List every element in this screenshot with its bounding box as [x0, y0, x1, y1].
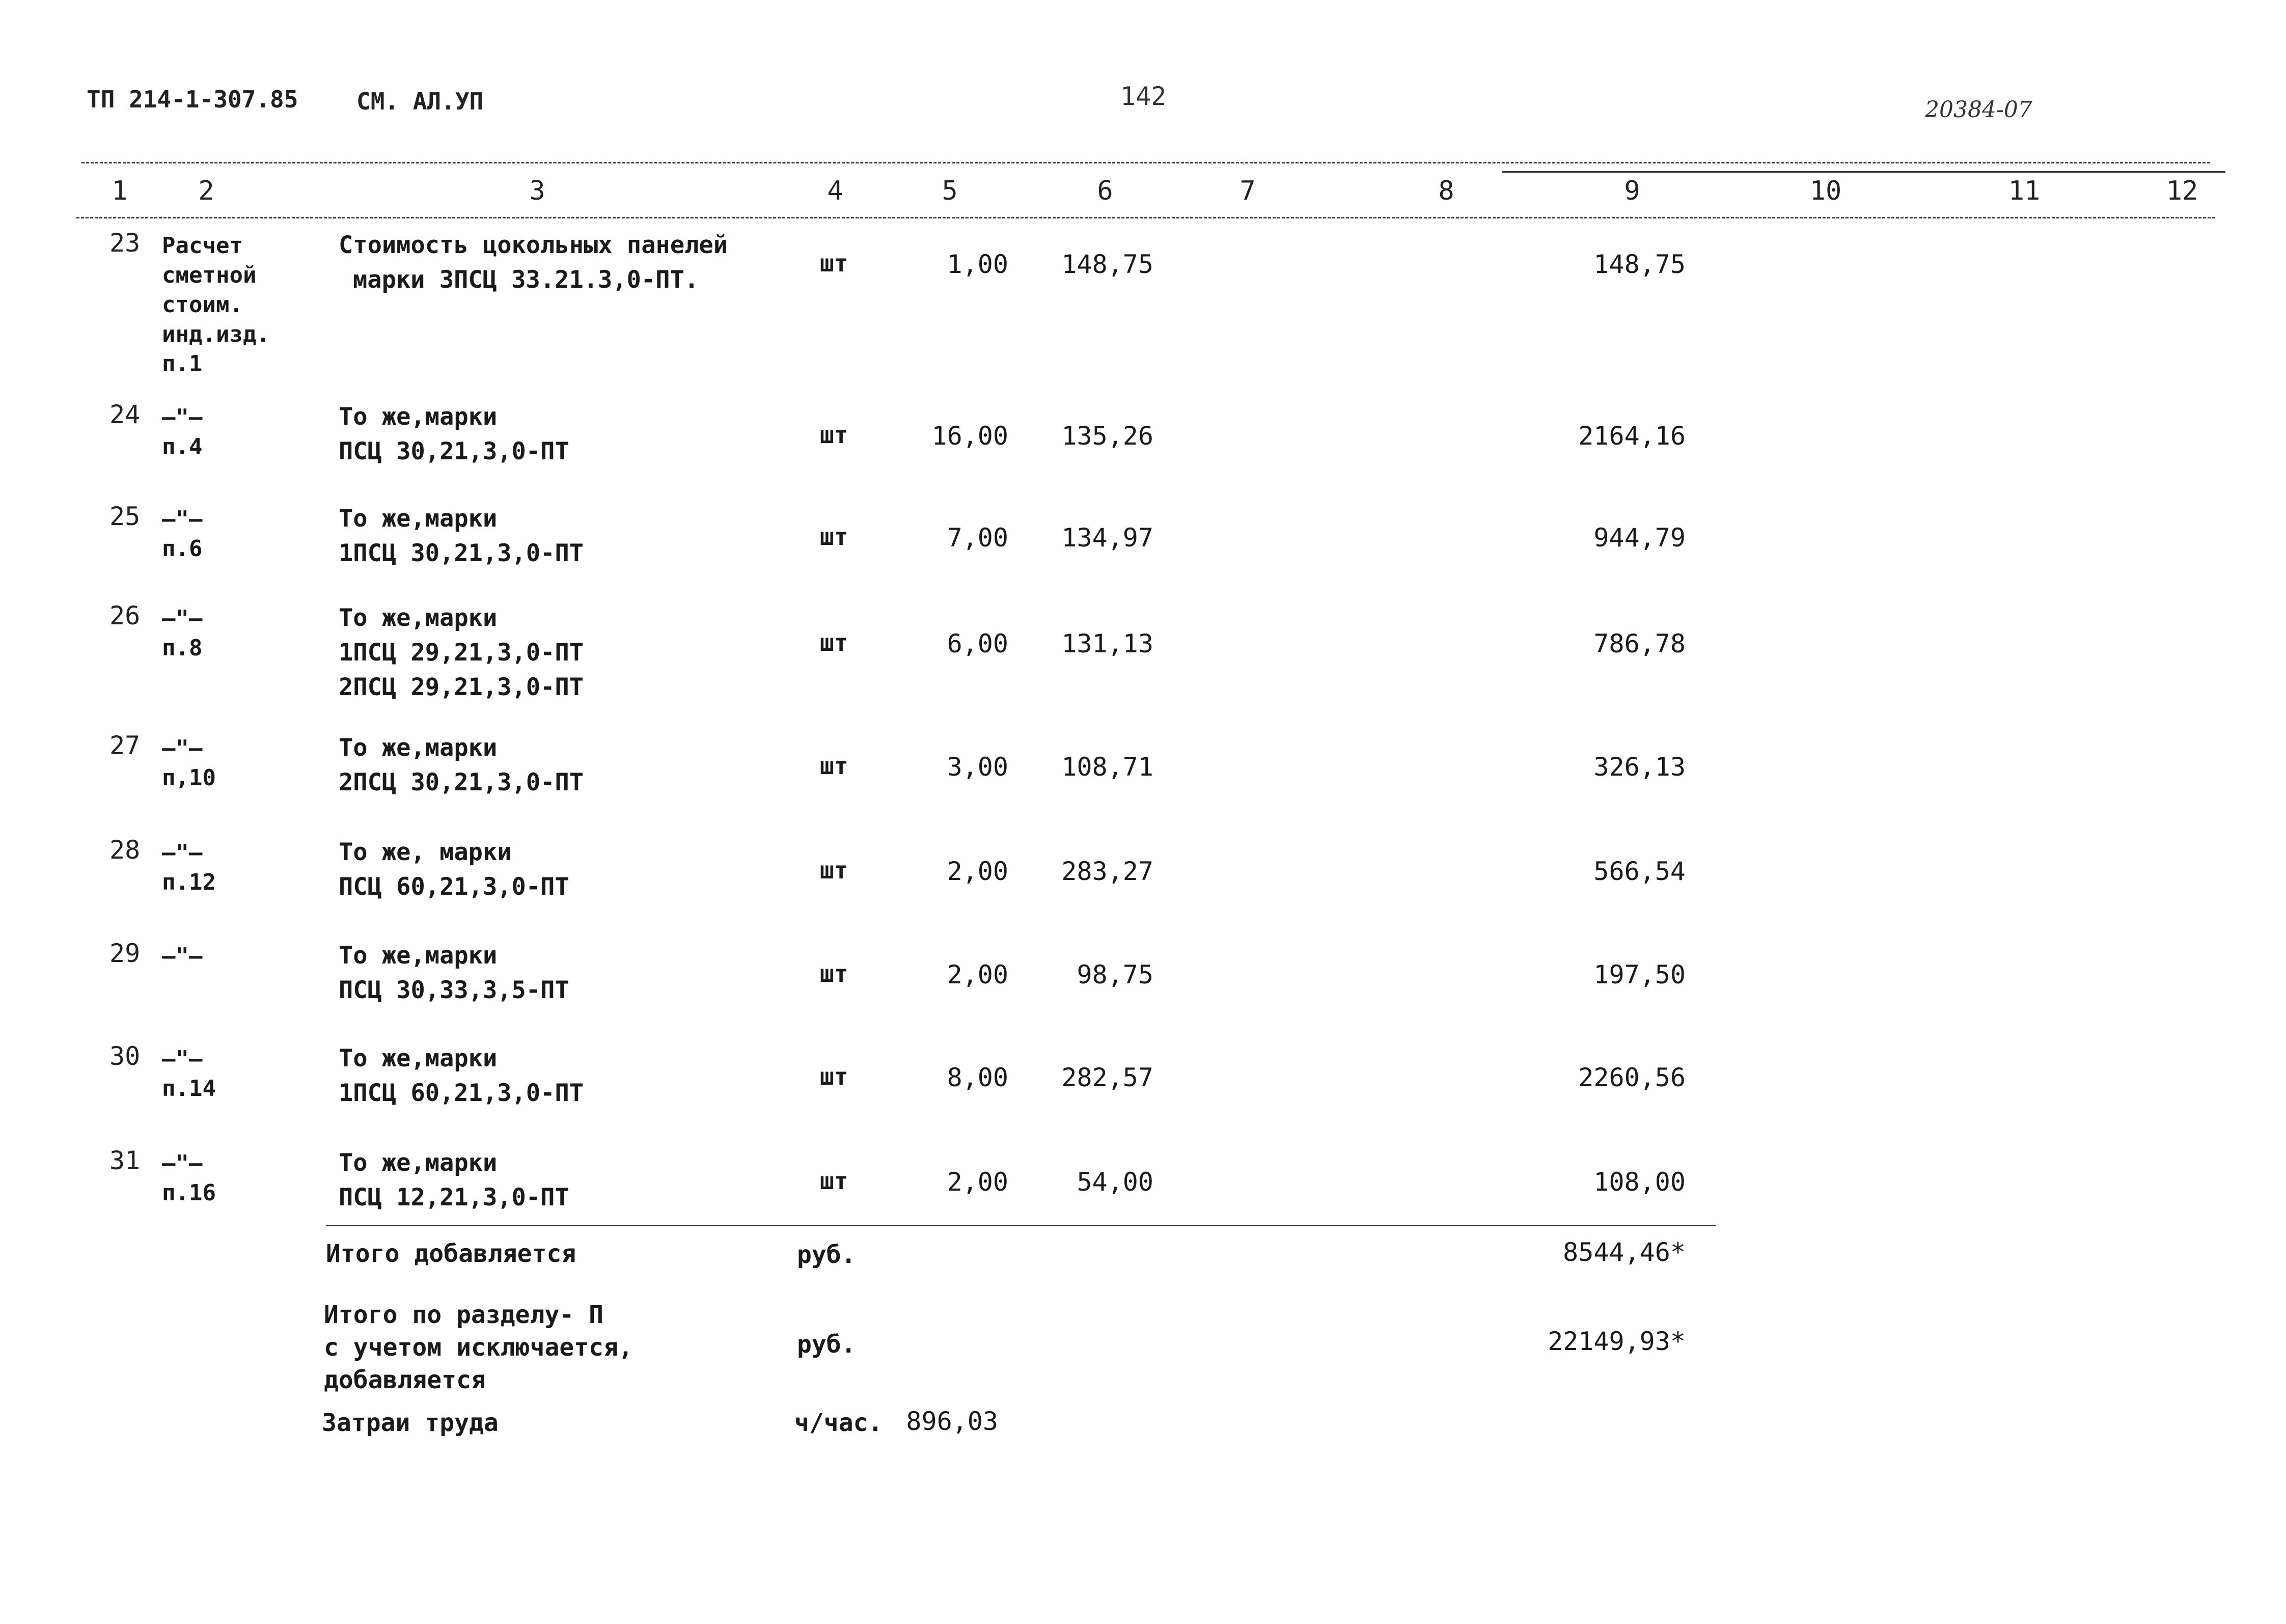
total-added-value: 8544,46* [1563, 1237, 1686, 1267]
row-description [339, 228, 728, 297]
album-ref: СМ. АЛ.УП [356, 88, 484, 115]
row-unit-price: 283,27 [1061, 857, 1153, 886]
row-reference-line: —"— [162, 506, 203, 532]
row-reference-line: стоим. [162, 292, 243, 318]
total-added-label: Итого добавляется [326, 1240, 576, 1268]
total-section-label-line: с учетом исключается, [324, 1333, 633, 1362]
row-unit: шт [820, 523, 848, 550]
row-reference-line: п,10 [162, 765, 216, 791]
row-number: 27 [109, 731, 141, 760]
row-quantity: 2,00 [947, 857, 1008, 886]
row-reference [162, 505, 202, 564]
row-description [339, 835, 569, 904]
row-quantity: 8,00 [947, 1063, 1008, 1092]
column-number: 9 [1624, 176, 1640, 206]
row-reference [162, 403, 202, 462]
row-total: 148,75 [1593, 250, 1686, 279]
total-section-label-line: добавляется [324, 1366, 486, 1394]
column-number: 1 [112, 176, 128, 206]
row-number: 28 [109, 835, 141, 865]
column-number: 4 [827, 176, 843, 206]
row-description-line: То же,марки [339, 604, 498, 632]
row-description-line: 1ПСЦ 30,21,3,0-ПТ [339, 539, 584, 567]
row-total: 786,78 [1593, 629, 1686, 658]
column-number: 10 [1809, 176, 1842, 206]
row-description-line: ПСЦ 60,21,3,0-ПТ [339, 873, 569, 901]
row-description-line: То же,марки [339, 403, 498, 431]
row-quantity: 3,00 [947, 752, 1008, 782]
total-added-unit: руб. [797, 1241, 856, 1269]
row-description [339, 400, 569, 469]
row-reference-line: п.12 [162, 869, 216, 895]
row-description-line: Стоимость цокольных панелей [339, 231, 728, 259]
row-description-line: То же,марки [339, 1044, 498, 1072]
row-reference-line: п.4 [162, 434, 203, 460]
row-unit-price: 98,75 [1077, 960, 1153, 989]
row-unit: шт [820, 752, 848, 780]
row-description-line: 1ПСЦ 29,21,3,0-ПТ [339, 639, 584, 667]
row-number: 25 [109, 502, 141, 531]
row-total: 197,50 [1593, 960, 1686, 989]
row-description [339, 1146, 569, 1215]
row-unit: шт [820, 960, 848, 987]
row-description-line: ПСЦ 12,21,3,0-ПТ [339, 1183, 569, 1212]
row-reference [162, 231, 270, 379]
row-reference [162, 1149, 216, 1208]
row-reference [162, 604, 202, 663]
row-reference-line: —"— [162, 404, 203, 430]
row-number: 26 [109, 601, 141, 630]
row-reference-line: сметной [162, 262, 257, 288]
page-number: 142 [1120, 81, 1167, 111]
row-reference-line: п.6 [162, 536, 203, 562]
row-number: 23 [109, 228, 141, 258]
row-description [339, 601, 584, 705]
row-total: 2260,56 [1578, 1063, 1686, 1092]
row-description [339, 1041, 584, 1111]
column-number: 8 [1438, 176, 1454, 206]
row-reference [162, 734, 216, 793]
column-number: 6 [1097, 176, 1113, 206]
row-description-line: То же,марки [339, 734, 498, 762]
row-description-line: 1ПСЦ 60,21,3,0-ПТ [339, 1079, 584, 1107]
row-quantity: 6,00 [947, 629, 1008, 658]
row-description-line: ПСЦ 30,33,3,5-ПТ [339, 976, 569, 1004]
row-total: 326,13 [1593, 752, 1686, 782]
row-unit-price: 108,71 [1061, 752, 1153, 782]
total-section-unit: руб. [797, 1330, 856, 1359]
row-unit-price: 135,26 [1061, 421, 1153, 451]
row-quantity: 1,00 [947, 250, 1008, 279]
row-reference [162, 1044, 216, 1104]
row-reference-line: —"— [162, 943, 203, 969]
header-top-rule-right [1502, 171, 2225, 173]
labor-unit: ч/час. [794, 1409, 883, 1437]
column-number: 11 [2008, 176, 2041, 206]
column-number: 7 [1240, 176, 1256, 206]
total-section-label-line: Итого по разделу- П [324, 1301, 604, 1329]
row-number: 30 [109, 1041, 141, 1071]
row-reference-line: п.16 [162, 1180, 216, 1206]
row-unit-price: 54,00 [1077, 1167, 1153, 1197]
row-unit-price: 134,97 [1061, 523, 1153, 553]
row-description-line: То же,марки [339, 942, 498, 970]
column-number: 2 [198, 176, 214, 206]
row-reference-line: п.8 [162, 635, 203, 661]
header-top-rule [81, 162, 2210, 163]
row-unit-price: 131,13 [1061, 629, 1153, 658]
row-description-line: 2ПСЦ 29,21,3,0-ПТ [339, 673, 584, 701]
row-description-line: 2ПСЦ 30,21,3,0-ПТ [339, 768, 584, 796]
row-reference-line: —"— [162, 840, 203, 866]
row-number: 29 [109, 939, 141, 968]
row-reference-line: п.14 [162, 1076, 216, 1102]
row-unit-price: 148,75 [1061, 250, 1153, 279]
total-section-label [324, 1299, 633, 1396]
labor-label: Затраи труда [322, 1409, 499, 1437]
row-description-line: То же,марки [339, 505, 498, 533]
header-bottom-rule [76, 217, 2215, 218]
row-reference-line: —"— [162, 605, 203, 631]
row-unit: шт [820, 1167, 848, 1195]
row-total: 566,54 [1593, 857, 1686, 886]
row-reference-line: Расчет [162, 233, 243, 259]
row-unit-price: 282,57 [1061, 1063, 1153, 1092]
row-quantity: 2,00 [947, 960, 1008, 989]
labor-value: 896,03 [906, 1407, 998, 1436]
column-number: 3 [529, 176, 545, 206]
row-unit: шт [820, 250, 848, 277]
row-reference-line: —"— [162, 1046, 203, 1072]
row-number: 24 [109, 400, 141, 429]
column-number: 12 [2166, 176, 2198, 206]
row-total: 2164,16 [1578, 421, 1686, 451]
row-quantity: 7,00 [947, 523, 1008, 553]
row-unit: шт [820, 421, 848, 449]
row-reference [162, 942, 202, 971]
row-reference-line: —"— [162, 735, 203, 761]
row-quantity: 16,00 [931, 421, 1008, 451]
row-description [339, 939, 569, 1008]
row-description [339, 731, 584, 800]
row-reference-line: —"— [162, 1150, 203, 1176]
stamp-code: 20384-07 [1925, 97, 2032, 123]
row-number: 31 [109, 1146, 141, 1175]
row-reference [162, 838, 216, 897]
row-unit: шт [820, 629, 848, 656]
totals-rule [326, 1225, 1716, 1226]
row-description-line: То же, марки [339, 838, 512, 866]
row-reference-line: п.1 [162, 351, 203, 377]
row-description-line: То же,марки [339, 1149, 498, 1177]
doc-code: ТП 214-1-307.85 [87, 86, 298, 113]
row-description-line: марки ЗПСЦ 33.21.3,0-ПТ. [353, 266, 699, 294]
row-description [339, 502, 584, 571]
row-unit: шт [820, 857, 848, 884]
row-total: 108,00 [1593, 1167, 1686, 1197]
row-reference-line: инд.изд. [162, 321, 270, 347]
row-quantity: 2,00 [947, 1167, 1008, 1197]
total-section-value: 22149,93* [1548, 1327, 1686, 1356]
row-total: 944,79 [1593, 523, 1686, 553]
row-description-line: ПСЦ 30,21,3,0-ПТ [339, 437, 569, 465]
column-number: 5 [942, 176, 958, 206]
row-unit: шт [820, 1063, 848, 1090]
